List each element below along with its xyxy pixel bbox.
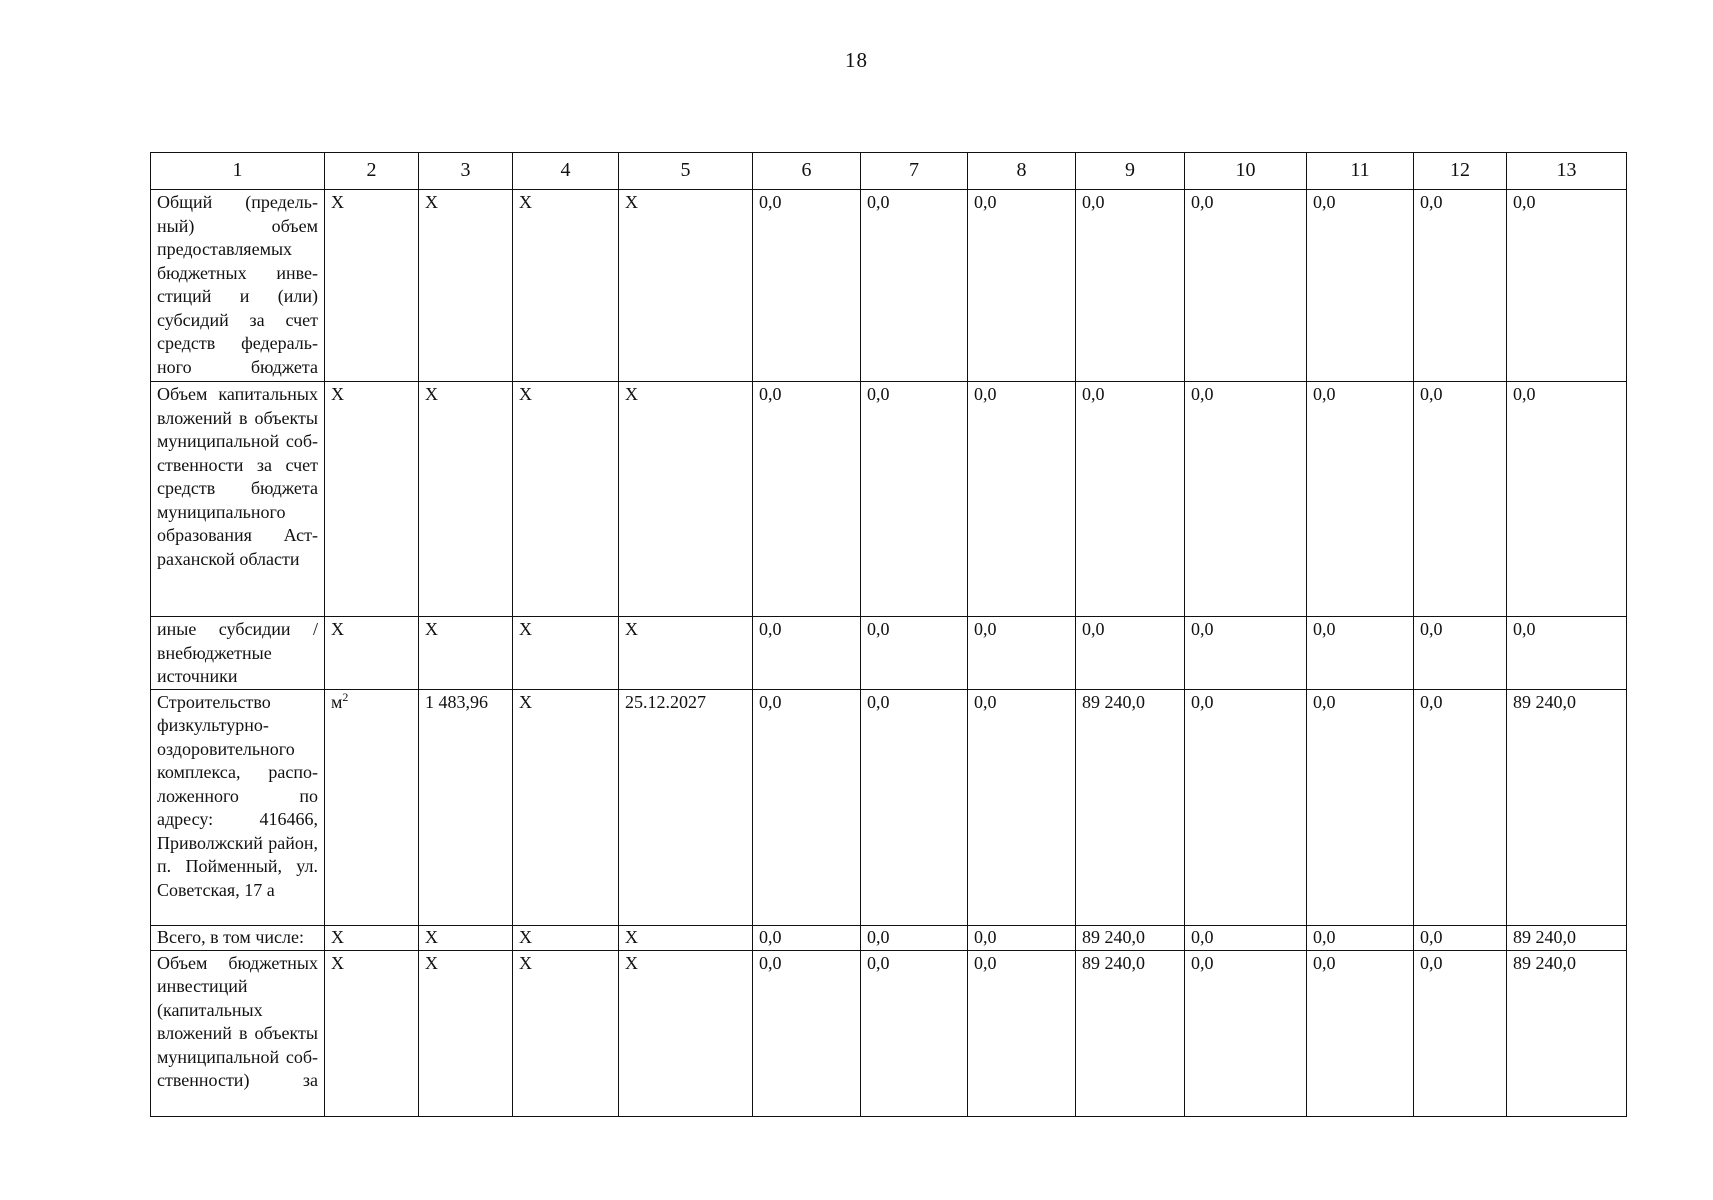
table-cell: 0,0	[968, 689, 1076, 925]
table-cell: 89 240,0	[1507, 950, 1627, 1116]
table-cell: 0,0	[1185, 689, 1307, 925]
table-cell: X	[325, 382, 419, 617]
table-cell: 0,0	[1414, 190, 1507, 382]
table-cell: 0,0	[1185, 925, 1307, 950]
table-cell: 0,0	[1185, 190, 1307, 382]
table-cell: 0,0	[1507, 617, 1627, 690]
table-cell: 0,0	[753, 190, 861, 382]
table-cell: 0,0	[968, 950, 1076, 1116]
table-cell: 89 240,0	[1076, 925, 1185, 950]
table-cell: X	[419, 925, 513, 950]
table-cell: X	[419, 190, 513, 382]
row-label: Общий (предельный) объем предоставляемых бюджетных инвестиций и (или) субсидий за счет средств федерального бюджета	[151, 190, 325, 382]
table-cell: X	[419, 950, 513, 1116]
table-cell: 0,0	[1414, 689, 1507, 925]
table-cell: X	[513, 190, 619, 382]
column-number: 7	[861, 153, 968, 190]
table-cell: 0,0	[1076, 190, 1185, 382]
table-cell: 0,0	[1414, 925, 1507, 950]
row-label: Всего, в том числе:	[151, 925, 325, 950]
table-cell: 0,0	[1307, 925, 1414, 950]
table-row	[151, 689, 1627, 925]
column-number: 1	[151, 153, 325, 190]
table-cell: 89 240,0	[1076, 950, 1185, 1116]
unit-text: м	[331, 691, 343, 712]
table-cell: 0,0	[968, 925, 1076, 950]
row-label: иные субсидии / внебюджетные источники	[151, 617, 325, 690]
table-cell: X	[513, 617, 619, 690]
column-number: 8	[968, 153, 1076, 190]
column-number: 3	[419, 153, 513, 190]
table-cell: 0,0	[753, 950, 861, 1116]
table-cell: X	[619, 190, 753, 382]
table-cell: 0,0	[861, 950, 968, 1116]
unit-exponent: 2	[342, 689, 349, 704]
row-label: Объем капитальных вложений в объекты муниципальной собственности за счет средств бюджета муниципального образования Астраханской области	[151, 382, 325, 617]
column-number: 10	[1185, 153, 1307, 190]
column-number: 4	[513, 153, 619, 190]
column-number: 12	[1414, 153, 1507, 190]
table-row	[151, 382, 1627, 617]
table-cell: X	[513, 925, 619, 950]
table-cell: 0,0	[861, 617, 968, 690]
table-cell: X	[619, 950, 753, 1116]
table-cell: 0,0	[1414, 617, 1507, 690]
table-cell: 0,0	[968, 382, 1076, 617]
table-cell: 0,0	[1307, 950, 1414, 1116]
table-cell: 0,0	[861, 382, 968, 617]
table-cell: 89 240,0	[1507, 689, 1627, 925]
table-row	[151, 190, 1627, 382]
table-cell: X	[513, 382, 619, 617]
table-cell: X	[325, 190, 419, 382]
table-cell: 0,0	[1307, 689, 1414, 925]
column-number: 6	[753, 153, 861, 190]
table-cell: 0,0	[1414, 382, 1507, 617]
table-cell: X	[419, 382, 513, 617]
table-cell: 0,0	[1507, 382, 1627, 617]
unit-cell	[325, 689, 419, 925]
column-number: 2	[325, 153, 419, 190]
table-cell: 0,0	[753, 925, 861, 950]
column-number: 5	[619, 153, 753, 190]
table-cell: 0,0	[968, 190, 1076, 382]
table-cell: 0,0	[861, 689, 968, 925]
table-cell: X	[325, 617, 419, 690]
table-row	[151, 950, 1627, 1116]
table-row	[151, 617, 1627, 690]
table-row	[151, 925, 1627, 950]
table-cell: 0,0	[1076, 382, 1185, 617]
row-label: Строительство физкультурно-оздоровительного комплекса, расположенного по адресу: 416466, Приволжский район, п. Пойменный, ул. Советская, 17 а	[151, 689, 325, 925]
table-cell: X	[325, 925, 419, 950]
column-number: 11	[1307, 153, 1414, 190]
table-cell: X	[419, 617, 513, 690]
table-cell: X	[513, 950, 619, 1116]
row-label: Объем бюджетных инвестиций (капитальных вложений в объекты муниципальной собственности) за	[151, 950, 325, 1116]
table-cell: 0,0	[753, 689, 861, 925]
table-cell: 0,0	[968, 617, 1076, 690]
table-cell: 0,0	[1507, 190, 1627, 382]
table-cell: 0,0	[1185, 950, 1307, 1116]
table-cell: X	[619, 925, 753, 950]
table-cell: X	[619, 617, 753, 690]
table-cell: 1 483,96	[419, 689, 513, 925]
table-cell: 25.12.2027	[619, 689, 753, 925]
column-number: 9	[1076, 153, 1185, 190]
table-cell: 0,0	[1185, 382, 1307, 617]
table-cell: 0,0	[1307, 617, 1414, 690]
table-cell: 0,0	[1414, 950, 1507, 1116]
investment-table	[150, 152, 1627, 1117]
column-number: 13	[1507, 153, 1627, 190]
table-cell: 0,0	[861, 190, 968, 382]
table-cell: 0,0	[1307, 190, 1414, 382]
table-cell: 0,0	[861, 925, 968, 950]
table-cell: 0,0	[753, 382, 861, 617]
table-cell: X	[513, 689, 619, 925]
column-number-row	[151, 153, 1627, 190]
table-cell: 0,0	[1185, 617, 1307, 690]
table-cell: 0,0	[753, 617, 861, 690]
table-cell: X	[619, 382, 753, 617]
table-cell: 89 240,0	[1076, 689, 1185, 925]
page-number: 18	[845, 48, 868, 72]
table-cell: 89 240,0	[1507, 925, 1627, 950]
table-cell: 0,0	[1307, 382, 1414, 617]
table-cell: 0,0	[1076, 617, 1185, 690]
table-cell: X	[325, 950, 419, 1116]
